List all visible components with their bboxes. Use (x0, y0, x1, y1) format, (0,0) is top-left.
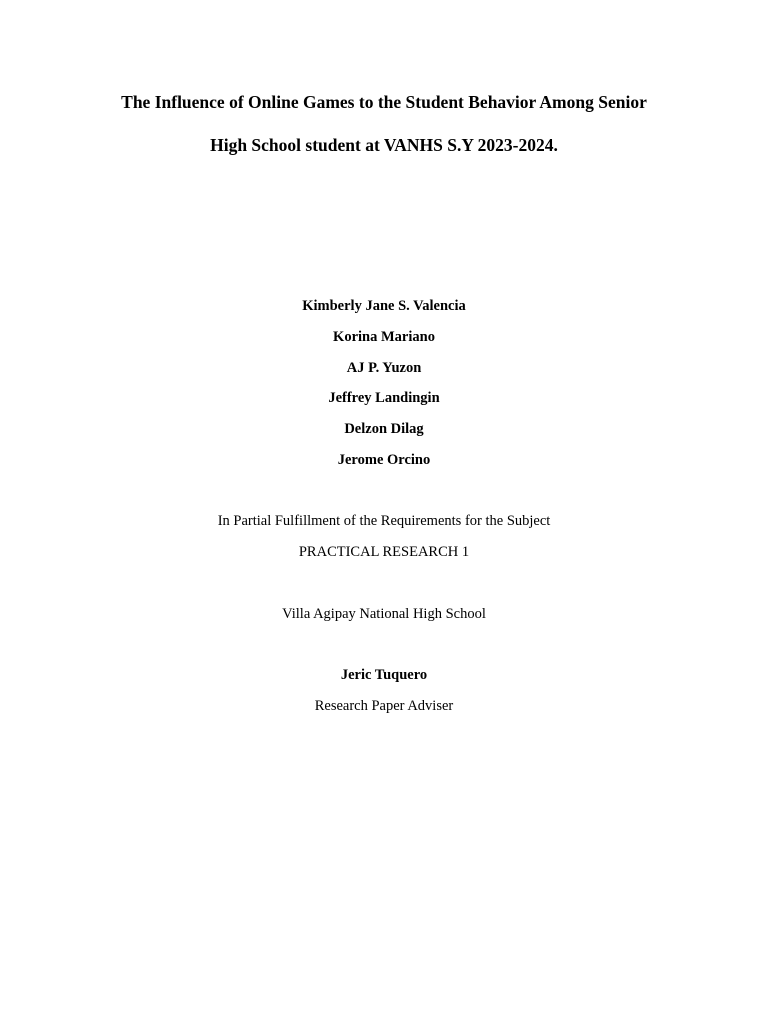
adviser-role: Research Paper Adviser (314, 698, 454, 714)
fulfillment-statement: In Partial Fulfillment of the Requirements for the Subject (217, 513, 551, 529)
author-name: Delzon Dilag (344, 421, 424, 437)
adviser-name: Jeric Tuquero (340, 667, 428, 683)
author-name: Kimberly Jane S. Valencia (302, 298, 466, 314)
author-name: Jeffrey Landingin (328, 390, 440, 406)
author-name: AJ P. Yuzon (346, 360, 422, 376)
author-name: Korina Mariano (333, 329, 435, 345)
title-line-2: High School student at VANHS S.Y 2023-2024. (210, 135, 558, 155)
subject-name: PRACTICAL RESEARCH 1 (298, 544, 470, 560)
title-line-1: The Influence of Online Games to the Student Behavior Among Senior (121, 92, 647, 112)
school-name: Villa Agipay National High School (282, 606, 486, 622)
author-name: Jerome Orcino (337, 452, 431, 468)
